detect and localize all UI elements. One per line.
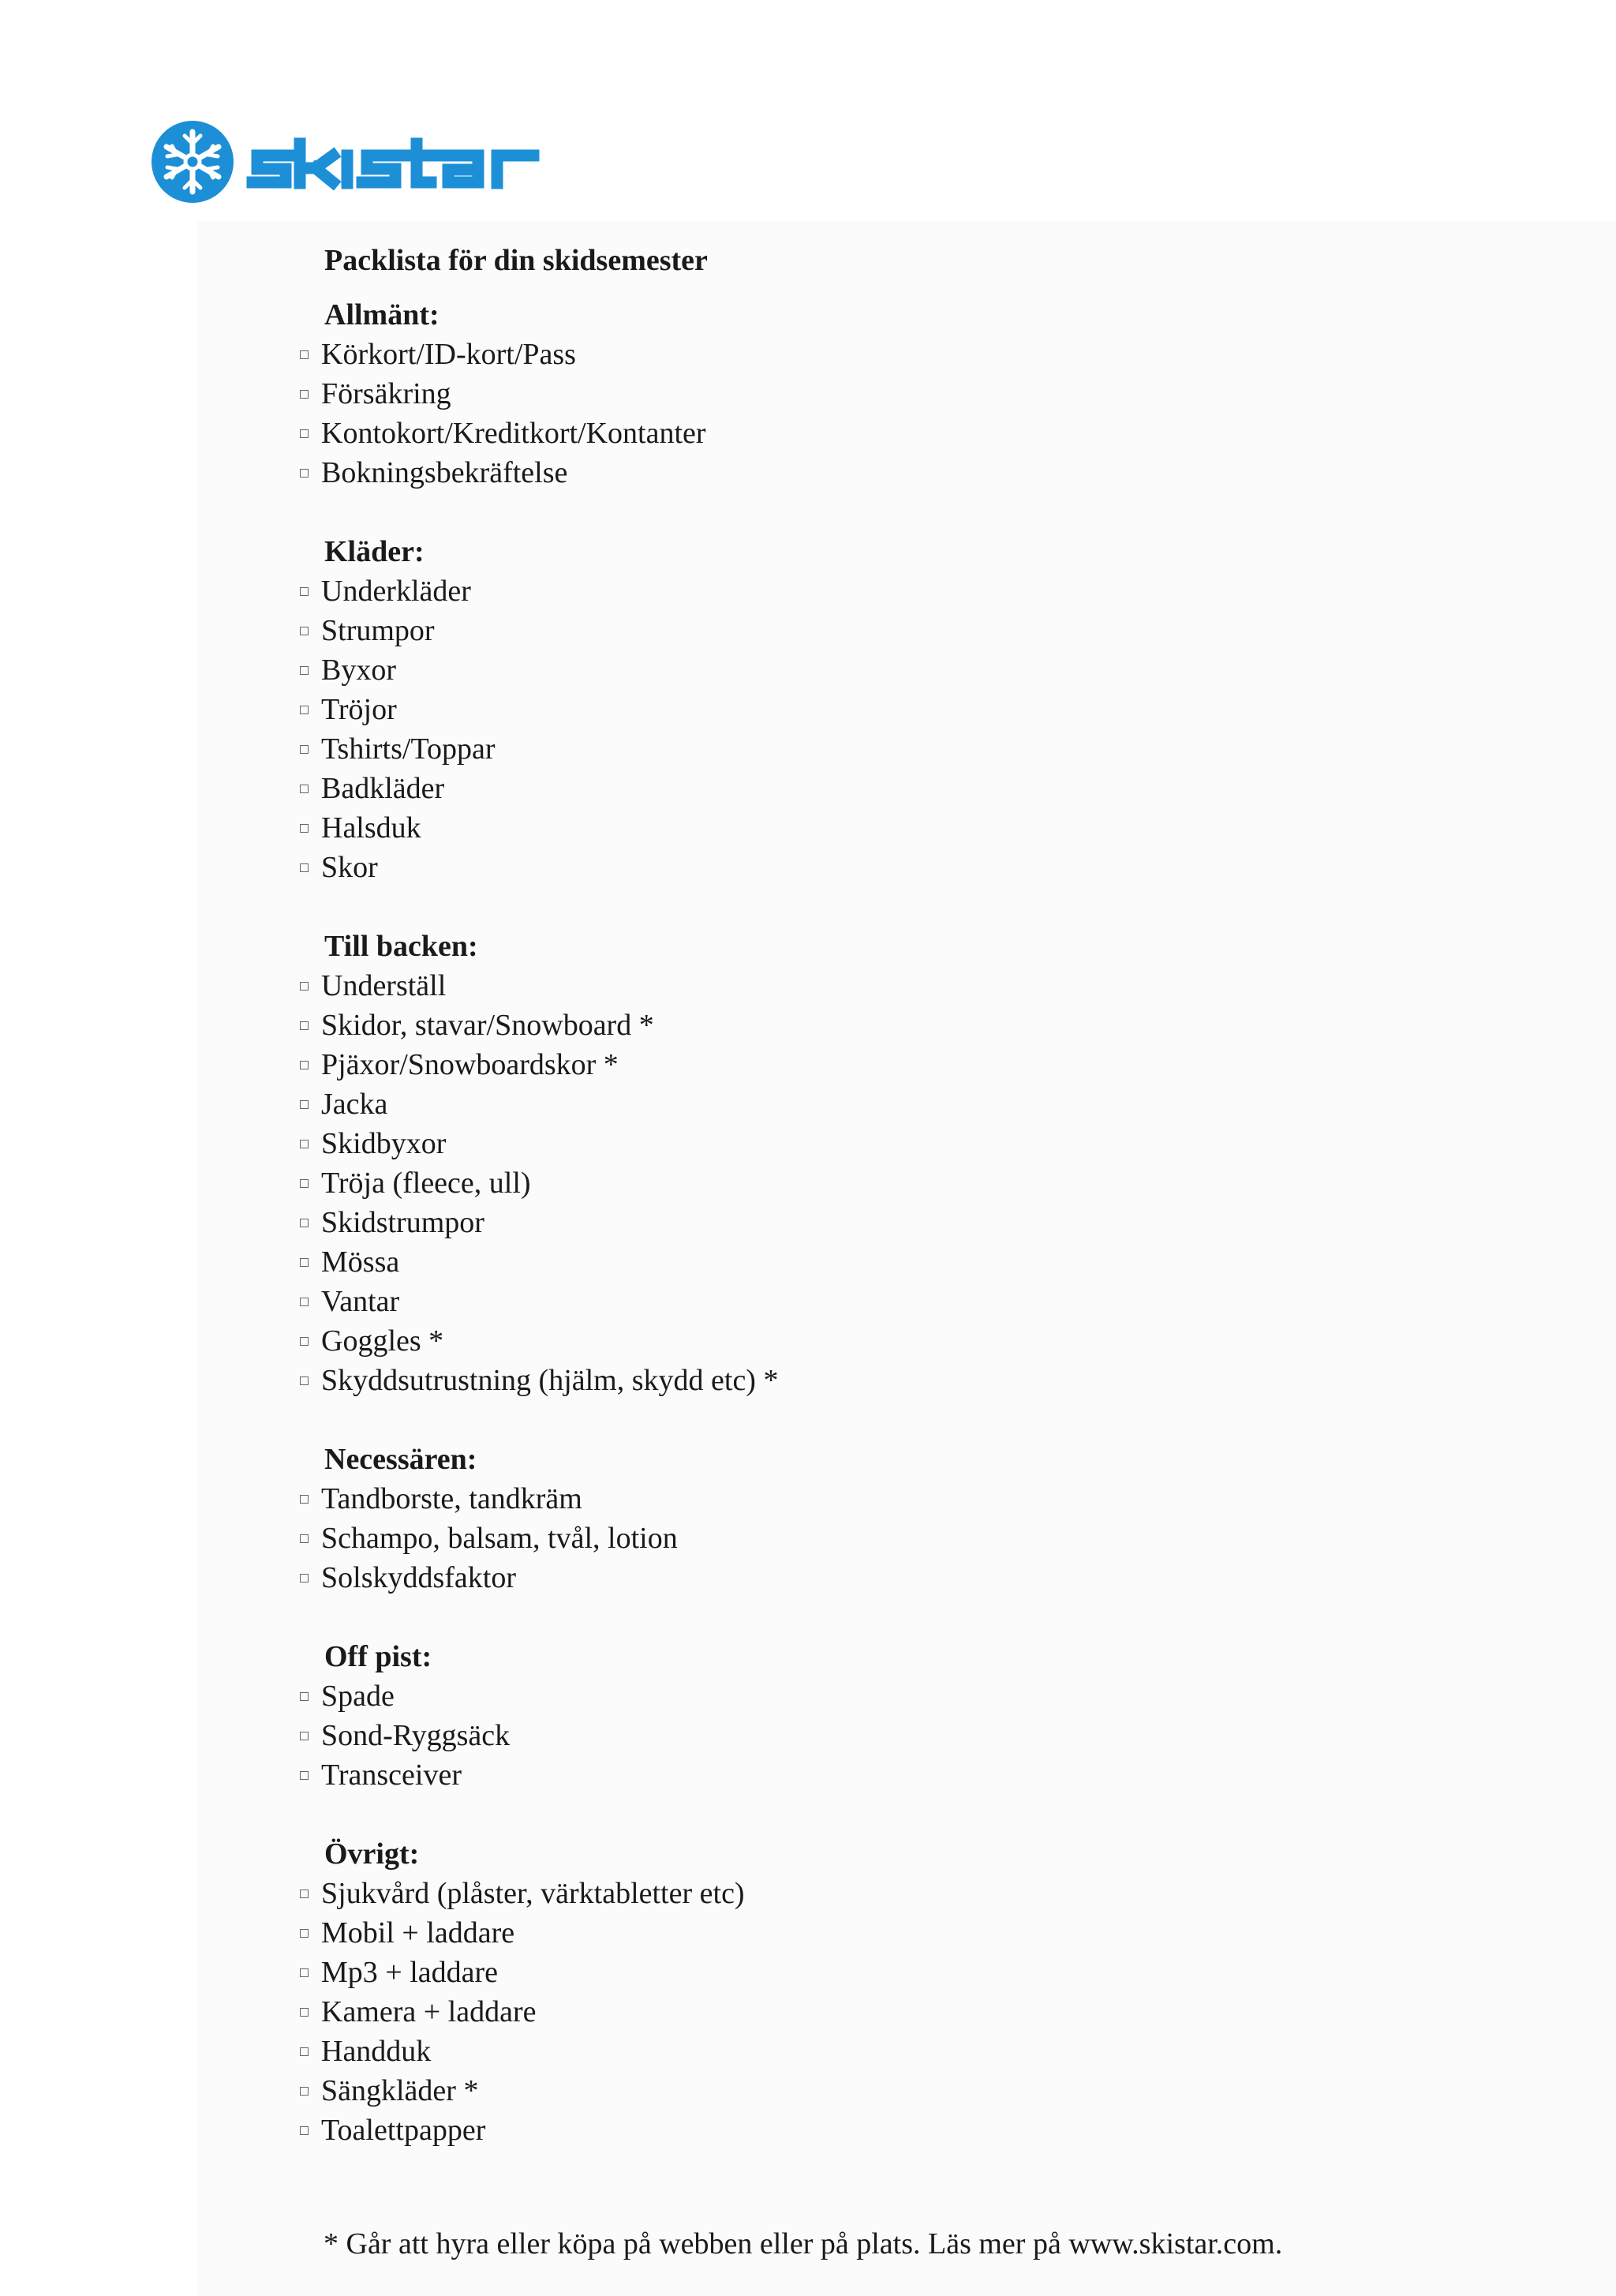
checkbox-icon[interactable] (300, 863, 309, 872)
list-section (300, 1834, 1562, 2150)
item-label: Solskyddsfaktor (321, 1561, 516, 1594)
item-label: Badkläder (321, 772, 445, 805)
item-label: Underkläder (321, 575, 471, 608)
list-item (300, 2071, 1562, 2111)
list-item (300, 1163, 1562, 1203)
list-item (300, 1006, 1562, 1045)
item-label: Mobil + laddare (321, 1916, 515, 1950)
list-item (300, 1321, 1562, 1361)
list-item (300, 1519, 1562, 1558)
checkbox-icon[interactable] (300, 666, 309, 675)
list-item (300, 453, 1562, 493)
item-label: Tshirts/Toppar (321, 732, 496, 766)
list-item (300, 1361, 1562, 1400)
item-label: Skidbyxor (321, 1127, 447, 1160)
checkbox-icon[interactable] (300, 1337, 309, 1346)
item-label: Skidstrumpor (321, 1206, 484, 1239)
document-title: Packlista för din skidsemester (324, 244, 708, 277)
list-item (300, 335, 1562, 374)
list-item (300, 2032, 1562, 2071)
list-item (300, 611, 1562, 650)
list-item (300, 1992, 1562, 2032)
item-list (300, 1676, 1562, 1795)
checkbox-icon[interactable] (300, 587, 309, 596)
item-label: Toalettpapper (321, 2114, 486, 2147)
item-label: Bokningsbekräftelse (321, 456, 568, 489)
checkbox-icon[interactable] (300, 1061, 309, 1069)
item-label: Skidor, stavar/Snowboard * (321, 1009, 654, 1042)
list-item (300, 1124, 1562, 1163)
list-item (300, 769, 1562, 808)
checkbox-icon[interactable] (300, 2087, 309, 2096)
item-label: Sond-Ryggsäck (321, 1719, 511, 1752)
list-section (300, 532, 1562, 887)
checkbox-icon[interactable] (300, 1219, 309, 1227)
checkbox-icon[interactable] (300, 429, 309, 438)
checkbox-icon[interactable] (300, 1140, 309, 1148)
list-item (300, 729, 1562, 769)
item-label: Kontokort/Kreditkort/Kontanter (321, 417, 706, 450)
item-label: Tröja (fleece, ull) (321, 1167, 531, 1200)
list-section (300, 1440, 1562, 1597)
item-label: Körkort/ID-kort/Pass (321, 338, 576, 371)
checkbox-icon[interactable] (300, 1534, 309, 1543)
list-item (300, 1479, 1562, 1519)
snowflake-icon (152, 121, 234, 203)
item-label: Skyddsutrustning (hjälm, skydd etc) * (321, 1364, 779, 1397)
item-label: Byxor (321, 654, 396, 687)
checkbox-icon[interactable] (300, 1179, 309, 1188)
checkbox-icon[interactable] (300, 1771, 309, 1780)
checkbox-icon[interactable] (300, 1732, 309, 1740)
list-item (300, 1282, 1562, 1321)
checkbox-icon[interactable] (300, 1100, 309, 1109)
checkbox-icon[interactable] (300, 2047, 309, 2056)
item-label: Tröjor (321, 693, 397, 726)
checkbox-icon[interactable] (300, 350, 309, 359)
packing-list (300, 295, 1562, 2189)
list-item (300, 1676, 1562, 1716)
item-list (300, 335, 1562, 493)
list-section (300, 1637, 1562, 1795)
list-item (300, 1716, 1562, 1755)
checkbox-icon[interactable] (300, 2126, 309, 2135)
section-heading: Övrigt: (324, 1837, 420, 1871)
checkbox-icon[interactable] (300, 1298, 309, 1306)
skistar-wordmark (252, 144, 533, 183)
list-item (300, 1203, 1562, 1242)
item-label: Vantar (321, 1285, 400, 1318)
checkbox-icon[interactable] (300, 1258, 309, 1267)
list-item (300, 414, 1562, 453)
item-label: Försäkring (321, 377, 451, 410)
list-section (300, 927, 1562, 1400)
item-label: Jacka (321, 1088, 388, 1121)
skistar-logo (150, 118, 592, 212)
item-label: Kamera + laddare (321, 1995, 537, 2028)
item-label: Transceiver (321, 1759, 462, 1792)
checkbox-icon[interactable] (300, 390, 309, 399)
list-item (300, 1558, 1562, 1597)
list-item (300, 690, 1562, 729)
item-label: Strumpor (321, 614, 435, 647)
checkbox-icon[interactable] (300, 1376, 309, 1385)
checkbox-icon[interactable] (300, 2008, 309, 2017)
footnote: * Går att hyra eller köpa på webben eller på plats. Läs mer på www.skistar.com. (324, 2227, 1283, 2260)
item-label: Mp3 + laddare (321, 1956, 499, 1989)
checkbox-icon[interactable] (300, 982, 309, 991)
section-heading: Necessären: (324, 1443, 477, 1476)
item-label: Tandborste, tandkräm (321, 1482, 582, 1515)
list-item (300, 966, 1562, 1006)
checkbox-icon[interactable] (300, 1574, 309, 1582)
checkbox-icon[interactable] (300, 627, 309, 635)
item-list (300, 966, 1562, 1400)
list-item (300, 1874, 1562, 1913)
section-heading: Kläder: (324, 535, 425, 568)
item-label: Spade (321, 1680, 395, 1713)
checkbox-icon[interactable] (300, 1495, 309, 1504)
item-label: Mössa (321, 1245, 400, 1279)
checkbox-icon[interactable] (300, 469, 309, 478)
checkbox-icon[interactable] (300, 1890, 309, 1898)
item-list (300, 571, 1562, 887)
list-item (300, 571, 1562, 611)
checkbox-icon[interactable] (300, 706, 309, 714)
list-item (300, 650, 1562, 690)
item-label: Sjukvård (plåster, värktabletter etc) (321, 1877, 745, 1910)
item-label: Underställ (321, 969, 447, 1002)
section-heading: Off pist: (324, 1640, 432, 1673)
checkbox-icon[interactable] (300, 1021, 309, 1030)
item-label: Goggles * (321, 1324, 444, 1358)
list-item (300, 808, 1562, 848)
item-label: Halsduk (321, 811, 421, 845)
item-list (300, 1479, 1562, 1597)
list-item (300, 1045, 1562, 1084)
list-item (300, 1242, 1562, 1282)
list-item (300, 1913, 1562, 1953)
section-heading: Allmänt: (324, 298, 440, 331)
list-item (300, 1084, 1562, 1124)
checkbox-icon[interactable] (300, 785, 309, 793)
checkbox-icon[interactable] (300, 824, 309, 833)
checkbox-icon[interactable] (300, 745, 309, 754)
list-section (300, 295, 1562, 493)
item-label: Schampo, balsam, tvål, lotion (321, 1522, 678, 1555)
list-item (300, 848, 1562, 887)
item-label: Pjäxor/Snowboardskor * (321, 1048, 619, 1081)
checkbox-icon[interactable] (300, 1929, 309, 1938)
item-label: Handduk (321, 2035, 432, 2068)
item-label: Skor (321, 851, 378, 884)
item-label: Sängkläder * (321, 2074, 479, 2107)
list-item (300, 374, 1562, 414)
checkbox-icon[interactable] (300, 1968, 309, 1977)
list-item (300, 2111, 1562, 2150)
checkbox-icon[interactable] (300, 1692, 309, 1701)
list-item (300, 1755, 1562, 1795)
item-list (300, 1874, 1562, 2150)
list-item (300, 1953, 1562, 1992)
section-heading: Till backen: (324, 930, 478, 963)
